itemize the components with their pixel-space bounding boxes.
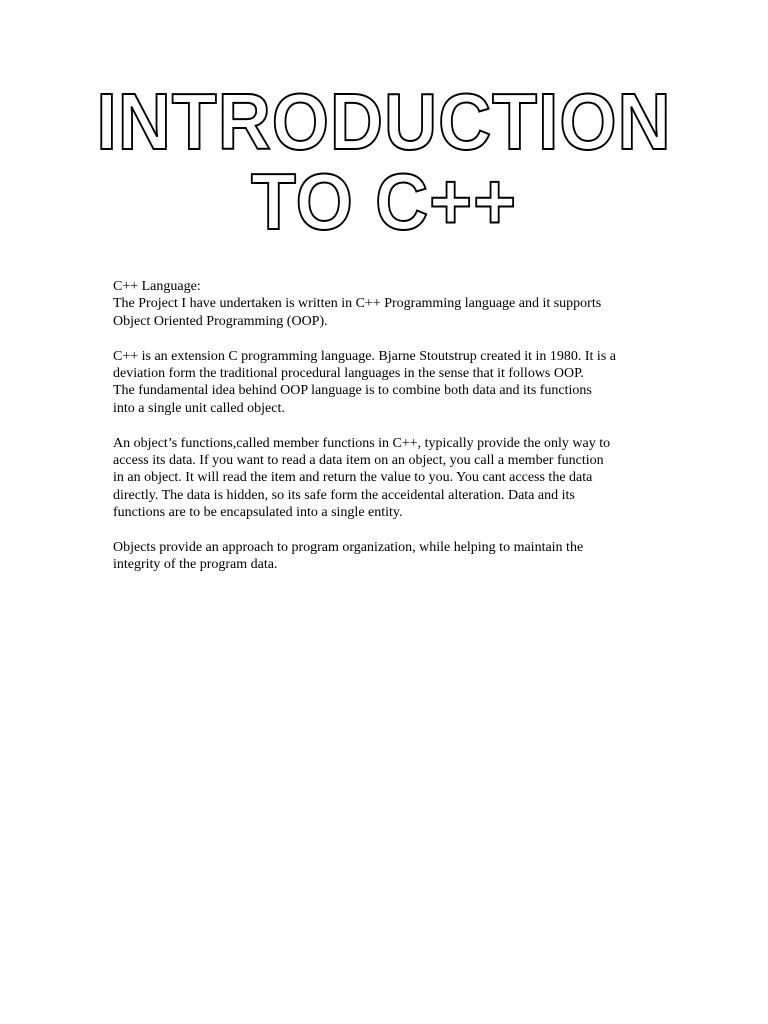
text-line: The fundamental idea behind OOP language is to combine both data and its functions bbox=[113, 383, 592, 399]
paragraph-member-functions bbox=[113, 435, 673, 522]
paragraph-extension bbox=[113, 348, 673, 418]
document-body bbox=[113, 278, 673, 591]
text-line: integrity of the program data. bbox=[113, 557, 278, 573]
paragraph-cpp-language bbox=[113, 278, 673, 330]
title-line-2: TO C++ bbox=[251, 157, 517, 246]
text-line: access its data. If you want to read a data item on an object, you call a member function bbox=[113, 453, 604, 469]
text-line: Object Oriented Programming (OOP). bbox=[113, 313, 328, 329]
text-line: An object’s functions,called member functions in C++, typically provide the only way to bbox=[113, 435, 611, 451]
text-line: functions are to be encapsulated into a single entity. bbox=[113, 505, 403, 521]
text-line: The Project I have undertaken is written in C++ Programming language and it supports bbox=[113, 296, 602, 312]
text-line: deviation form the traditional procedural languages in the sense that it follows OOP. bbox=[113, 366, 584, 382]
text-line: directly. The data is hidden, so its safe form the acceidental alteration. Data and its bbox=[113, 487, 575, 503]
text-line: C++ Language: bbox=[113, 279, 201, 294]
text-line: Objects provide an approach to program organization, while helping to maintain the bbox=[113, 540, 584, 556]
text-line: C++ is an extension C programming language. Bjarne Stoutstrup created it in 1980. It is a bbox=[113, 348, 616, 364]
text-line: in an object. It will read the item and return the value to you. You cant access the data bbox=[113, 470, 593, 486]
paragraph-objects bbox=[113, 539, 673, 574]
page-title bbox=[31, 77, 738, 246]
text-line: into a single unit called object. bbox=[113, 400, 285, 416]
title-line-1: INTRODUCTION bbox=[96, 77, 672, 166]
